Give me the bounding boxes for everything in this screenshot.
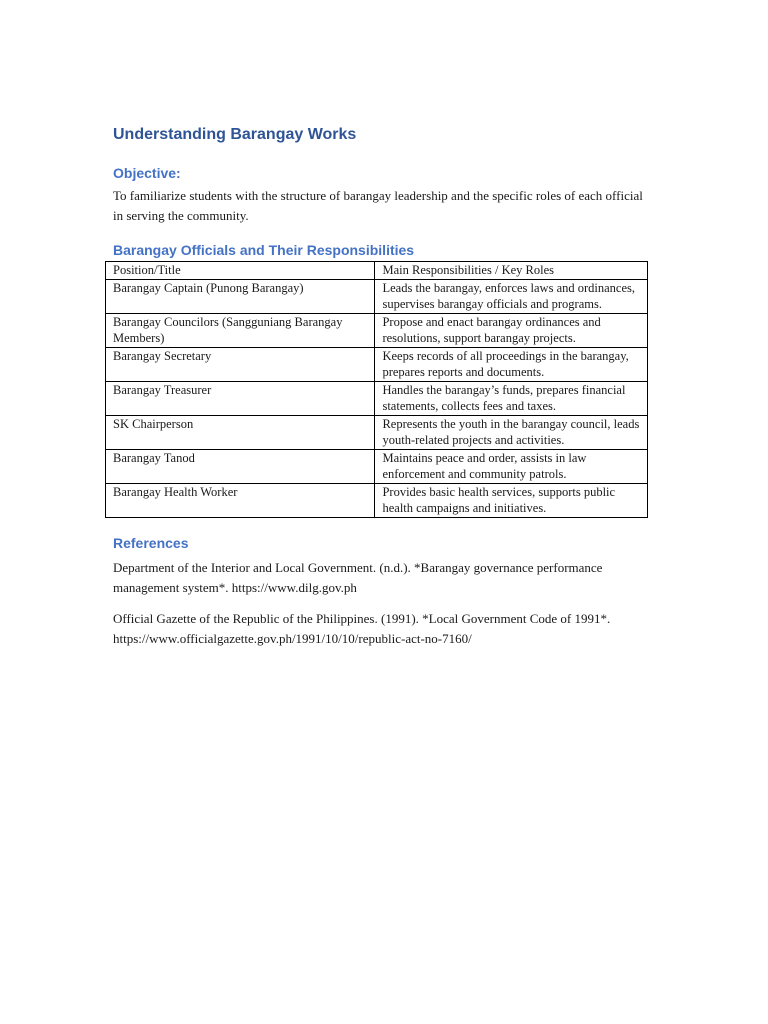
responsibilities-cell: Maintains peace and order, assists in law enforcement and community patrols.: [375, 449, 648, 483]
references-heading: References: [113, 534, 189, 551]
column-header-position: Position/Title: [106, 262, 375, 280]
column-header-responsibilities: Main Responsibilities / Key Roles: [375, 262, 648, 280]
position-cell: Barangay Secretary: [106, 347, 375, 381]
responsibilities-cell: Propose and enact barangay ordinances and resolutions, support barangay projects.: [375, 313, 648, 347]
objective-text: To familiarize students with the structure of barangay leadership and the specific roles of each official in serving the community.: [113, 188, 643, 223]
position-cell: Barangay Captain (Punong Barangay): [106, 279, 375, 313]
objective-heading: Objective:: [113, 165, 181, 181]
responsibilities-cell: Handles the barangay’s funds, prepares financial statements, collects fees and taxes.: [375, 381, 648, 415]
position-cell: Barangay Tanod: [106, 449, 375, 483]
responsibilities-cell: Provides basic health services, supports public health campaigns and initiatives.: [375, 483, 648, 517]
responsibilities-cell: Keeps records of all proceedings in the barangay, prepares reports and documents.: [375, 347, 648, 381]
document-page: [113, 124, 653, 649]
table-row: [106, 381, 648, 415]
position-cell: SK Chairperson: [106, 415, 375, 449]
responsibilities-cell: Leads the barangay, enforces laws and ordinances, supervises barangay officials and programs.: [375, 279, 648, 313]
table-header-row: [106, 262, 648, 280]
position-cell: Barangay Councilors (Sangguniang Barangay Members): [106, 313, 375, 347]
references-section: [113, 533, 653, 649]
reference-item: Official Gazette of the Republic of the Philippines. (1991). *Local Government Code of 1991*. https://www.officialgazette.gov.ph/1991/10/10/republic-act-no-7160/: [113, 610, 611, 646]
officials-table: [105, 261, 648, 518]
officials-section: [113, 240, 653, 518]
table-row: [106, 483, 648, 517]
table-row: [106, 415, 648, 449]
objective-section: [113, 163, 653, 226]
table-row: [106, 313, 648, 347]
position-cell: Barangay Treasurer: [106, 381, 375, 415]
table-row: [106, 279, 648, 313]
responsibilities-cell: Represents the youth in the barangay council, leads youth-related projects and activities.: [375, 415, 648, 449]
table-row: [106, 449, 648, 483]
position-cell: Barangay Health Worker: [106, 483, 375, 517]
officials-heading: Barangay Officials and Their Responsibilities: [113, 242, 415, 258]
table-row: [106, 347, 648, 381]
reference-item: Department of the Interior and Local Government. (n.d.). *Barangay governance performance management system*. https://www.dilg.gov.ph: [113, 559, 603, 595]
document-title: Understanding Barangay Works: [113, 126, 357, 143]
